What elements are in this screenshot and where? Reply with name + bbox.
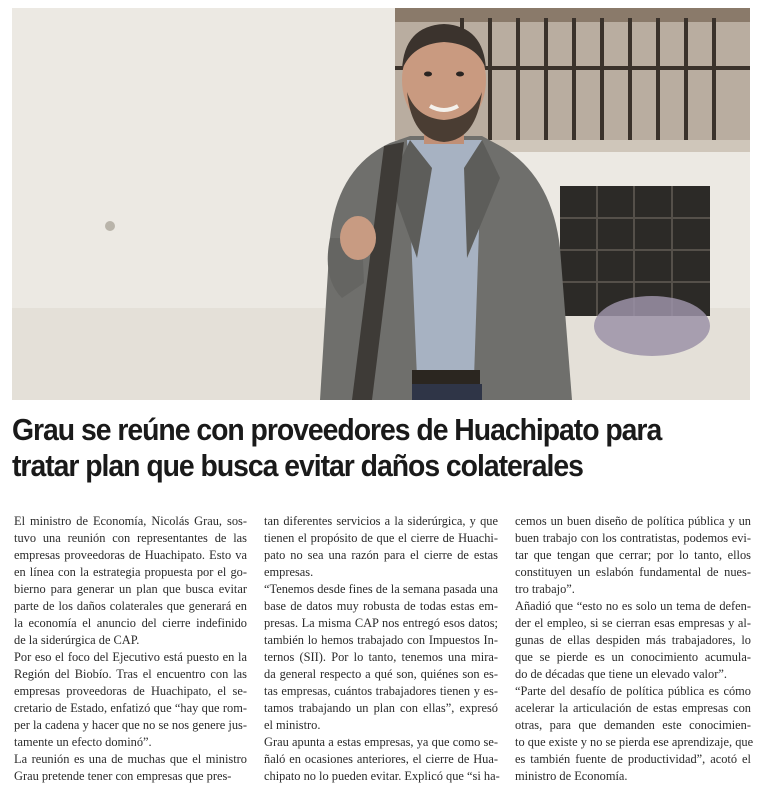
article-text-line: acelerar la articulación de estas empresas con xyxy=(515,701,751,715)
article-text-line: otras, para que demanden este conocimien- xyxy=(515,718,751,732)
article-text-line: La reunión es una de muchas que el ministro xyxy=(14,752,247,766)
article-text-line: tas empresas, cuántos trabajadores tienen y es- xyxy=(264,684,498,698)
article-text-line: gunas de ellas despiden más trabajadores, lo xyxy=(515,633,751,647)
article-text-line: “Parte del desafío de política pública es cómo xyxy=(515,684,751,698)
article-text-line: la economía el anuncio del cierre indefinido xyxy=(14,616,247,630)
article-text-line: Grau apunta a estas empresas, ya que como se- xyxy=(264,735,498,749)
article-text-line: do de décadas que tiene un elevado valor”. xyxy=(515,667,727,681)
photo-illustration xyxy=(12,8,750,400)
article-column-2 xyxy=(264,513,498,785)
article-text-line: empresas proveedoras de Huachipato, el se- xyxy=(14,684,247,698)
article-text-line: tamos trabajando un plan con ellas”, expresó xyxy=(264,701,498,715)
article-text-line: el ministro. xyxy=(264,718,321,732)
article-text-line: empresas. xyxy=(264,565,314,579)
article-text-line: to que existe y no se pierda ese aprendizaje, que xyxy=(515,735,754,749)
headline xyxy=(12,412,698,484)
headline-line-1: Grau se reúne con proveedores de Huachipato para xyxy=(12,413,662,447)
article-text-line: también lo hemos trabajado con Impuestos In- xyxy=(264,633,498,647)
article-text-line: per la cadena y hacer que no se nos genere jus- xyxy=(14,718,247,732)
article-text-line: chipato no lo pueden evitar. Explicó que “si ha- xyxy=(264,769,500,783)
article-text-line: Grau pretende tener con empresas que pres- xyxy=(14,769,232,783)
article-text-line: der el empleo, si se cierran esas empresas y al- xyxy=(515,616,751,630)
article-text-line: tro trabajo”. xyxy=(515,582,575,596)
article-text-line: tan diferentes servicios a la siderúrgica, y que xyxy=(264,514,498,528)
article-text-line: tienen el propósito de que el cierre de Huachi- xyxy=(264,531,498,545)
article-text-line: es también fuente de productividad”, acotó el xyxy=(515,752,751,766)
article-text-line: da general respecto a qué son, quiénes son es- xyxy=(264,667,498,681)
article-text-line: constituyen un eslabón fundamental de nues- xyxy=(515,565,751,579)
article-text-line: Añadió que “esto no es solo un tema de defen- xyxy=(515,599,751,613)
article-text-line: bierno para generar un plan que busca evitar xyxy=(14,582,247,596)
article-text-line: pato no sea una razón para el cierre de estas xyxy=(264,548,498,562)
article-text-line: ñaló en ocasiones anteriores, el cierre de Hua- xyxy=(264,752,498,766)
article-text-line: ministro de Economía. xyxy=(515,769,628,783)
article-text-line: base de datos muy robusta de todas estas em- xyxy=(264,599,498,613)
article-text-line: El ministro de Economía, Nicolás Grau, sos- xyxy=(14,514,247,528)
article-text-line: que se pierde es un conocimiento acumula- xyxy=(515,650,751,664)
article-text-line: Por eso el foco del Ejecutivo está puesto en la xyxy=(14,650,247,664)
article-text-line: tuvo una reunión con representantes de las xyxy=(14,531,247,545)
article-text-line: parte de los daños colaterales que generará en xyxy=(14,599,247,613)
article-text-line: ternos (SII). Por lo tanto, tenemos una mira- xyxy=(264,650,498,664)
article-text-line: en línea con la estrategia propuesta por el go- xyxy=(14,565,247,579)
article-text-line: buen trabajo con los contratistas, podemos evi- xyxy=(515,531,751,545)
article-text-line: tar que tengan que cerrar; por lo tanto, ellos xyxy=(515,548,751,562)
article-photo xyxy=(12,8,750,400)
article-text-line: cemos un buen diseño de política pública y un xyxy=(515,514,751,528)
article-text-line: de la siderúrgica de CAP. xyxy=(14,633,140,647)
headline-line-2: tratar plan que busca evitar daños colaterales xyxy=(12,449,583,483)
article-text-line: “Tenemos desde fines de la semana pasada una xyxy=(264,582,498,596)
article-text-line: empresas proveedoras de Huachipato. Esto va xyxy=(14,548,247,562)
article-text-line: tamente un efecto dominó”. xyxy=(14,735,152,749)
article-column-1 xyxy=(14,513,247,785)
article-text-line: Región del Biobío. Tras el encuentro con las xyxy=(14,667,247,681)
article-column-3 xyxy=(515,513,754,785)
article-text-line: cretario de Estado, enfatizó que “hay que rom- xyxy=(14,701,247,715)
article-text-line: presas. La misma CAP nos entregó esos datos; xyxy=(264,616,498,630)
